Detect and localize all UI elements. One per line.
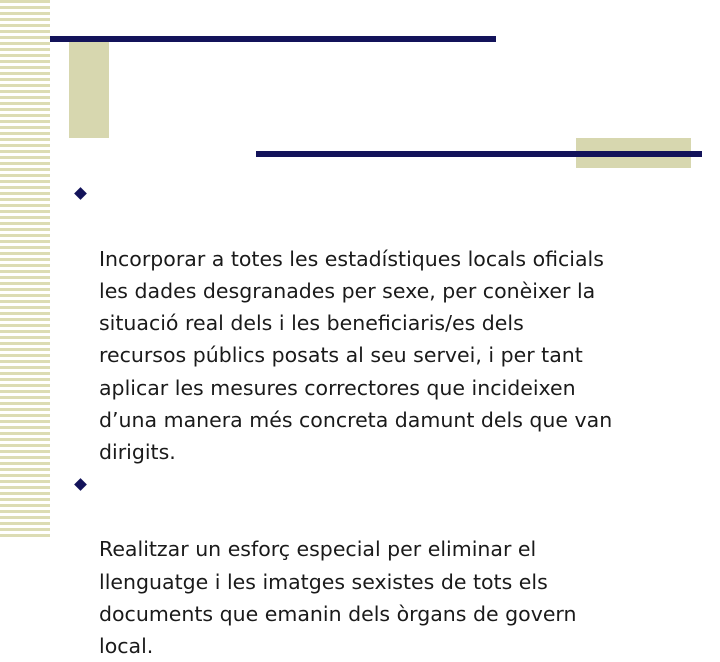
bullet-item (74, 469, 694, 662)
decorative-stripes (0, 0, 50, 540)
bullet-text: Incorporar a totes les estadístiques locals oficials les dades desgranades per sexe, per conèixer la situació real dels i les beneficiaris/es dels recursos públics posats al seu servei, i per tant aplicar les mesures correctores que incideixen d’una manera més concreta damunt dels que van dirigits. (99, 246, 613, 465)
bullet-item (74, 178, 694, 469)
decorative-block-top (69, 38, 109, 138)
slide-body (74, 178, 694, 662)
title-rule-bottom (256, 151, 702, 157)
title-rule-top (50, 36, 496, 42)
diamond-bullet-icon (74, 478, 87, 491)
diamond-bullet-icon (74, 187, 87, 200)
bullet-text: Realitzar un esforç especial per eliminar el llenguatge i les imatges sexistes de tots els documents que emanin dels òrgans de govern local. (99, 537, 577, 659)
